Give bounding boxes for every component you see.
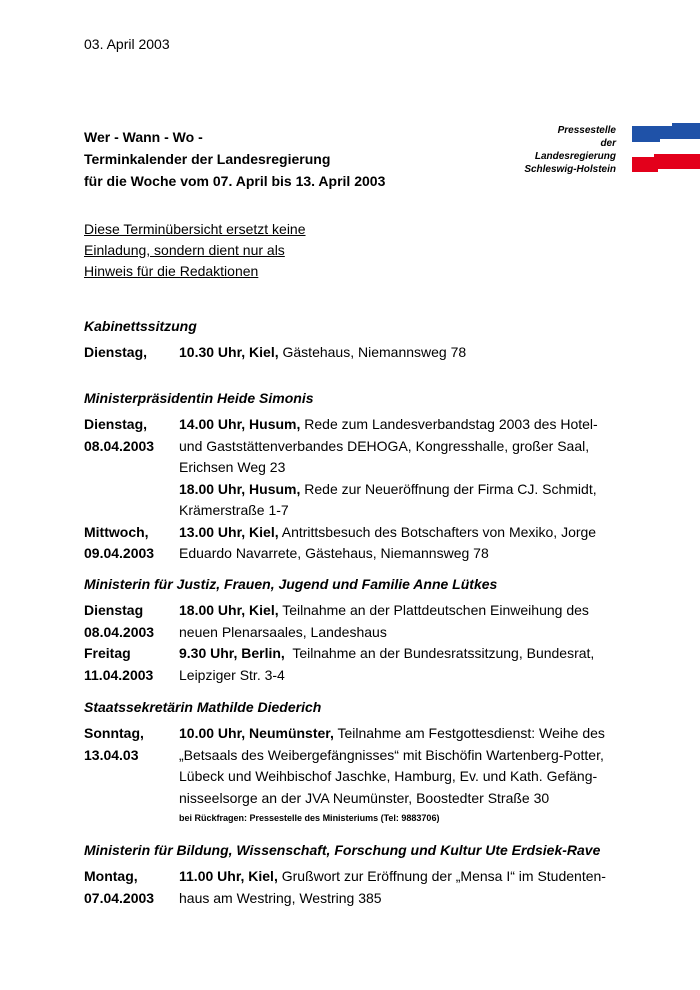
notice-text [84, 219, 306, 282]
section-heading: Staatssekretärin Mathilde Diederich [84, 699, 322, 715]
row-time-place: 10.00 Uhr, Neumünster, [179, 725, 334, 741]
row-description: Teilnahme am Festgottesdienst: Weihe des [333, 725, 605, 741]
row-description: nisseelsorge an der JVA Neumünster, Boostedter Straße 30 [179, 789, 550, 806]
schedule-row [84, 500, 624, 522]
row-text [179, 500, 624, 522]
schedule-row [84, 622, 624, 644]
schedule-row [84, 479, 624, 501]
schedule-row [84, 457, 624, 479]
notice-line: Einladung, sondern dient nur als [84, 242, 285, 258]
row-day [84, 500, 179, 522]
row-day: Mittwoch, [84, 523, 149, 540]
row-day: Sonntag, [84, 725, 144, 741]
title-line: für die Woche vom 07. April bis 13. April 2003 [84, 173, 386, 189]
row-day [84, 479, 179, 501]
schedule-section [84, 574, 624, 686]
press-office-label [476, 124, 616, 176]
row-description: Gästehaus, Niemannsweg 78 [278, 344, 467, 360]
notice-line: Hinweis für die Redaktionen [84, 263, 259, 279]
row-text [179, 622, 624, 644]
schedule-section [84, 388, 624, 565]
row-time-place: 13.00 Uhr, Kiel, [179, 523, 279, 540]
title-line: Terminkalender der Landesregierung [84, 151, 331, 167]
state-flag-logo [632, 123, 700, 173]
schedule-row [84, 543, 624, 565]
schedule-row [84, 723, 624, 745]
row-day [84, 788, 179, 810]
notice-line: Diese Terminübersicht ersetzt keine [84, 221, 306, 237]
logo-line: Landesregierung [534, 151, 616, 162]
schedule-section [84, 840, 624, 909]
document-date: 03. April 2003 [84, 36, 170, 52]
schedule-row [84, 414, 624, 436]
row-text [179, 723, 624, 745]
schedule-row [84, 342, 624, 364]
row-text [179, 543, 624, 565]
row-day: 08.04.2003 [84, 623, 155, 640]
row-description: Lübeck und Weihbischof Jaschke, Hamburg, Ev. und Kath. Gefäng- [179, 768, 598, 784]
schedule-row [84, 888, 624, 910]
row-time-place: 14.00 Uhr, Husum, [179, 416, 301, 432]
row-day: 07.04.2003 [84, 889, 155, 906]
row-description: Teilnahme an der Bundesratssitzung, Bundesrat, [284, 645, 595, 661]
row-text [179, 888, 624, 910]
schedule-section [84, 316, 624, 364]
row-time-place: 18.00 Uhr, Kiel, [179, 602, 279, 618]
row-text [179, 766, 624, 788]
row-description: Antrittsbesuch des Botschafters von Mexiko, Jorge [278, 523, 597, 540]
row-day: Dienstag [84, 602, 144, 618]
logo-line: Schleswig-Holstein [524, 164, 616, 175]
row-description: und Gaststättenverbandes DEHOGA, Kongresshalle, großer Saal, [179, 437, 590, 454]
row-day: Freitag [84, 645, 131, 661]
logo-line: Pressestelle [557, 125, 616, 136]
row-day: Dienstag, [84, 344, 148, 360]
contact-note: bei Rückfragen: Pressestelle des Ministeriums (Tel: 9883706) [179, 813, 440, 823]
row-description: „Betsaals des Weibergefängnisses“ mit Bischöfin Wartenberg-Potter, [179, 746, 604, 763]
row-description: Eduardo Navarrete, Gästehaus, Niemannsweg 78 [179, 545, 489, 561]
row-description: Grußwort zur Eröffnung der „Mensa I“ im Studenten- [277, 868, 606, 884]
schedule-row [84, 436, 624, 458]
row-text [179, 745, 624, 767]
row-day: 09.04.2003 [84, 545, 155, 561]
row-time-place: 9.30 Uhr, Berlin, [179, 645, 285, 661]
row-day: 08.04.2003 [84, 437, 155, 454]
section-heading: Kabinettssitzung [84, 318, 197, 334]
logo-line: der [600, 138, 616, 149]
row-description: Krämerstraße 1-7 [179, 502, 289, 518]
schedule-row [84, 766, 624, 788]
row-day: Montag, [84, 868, 138, 884]
row-day: 13.04.03 [84, 746, 139, 763]
schedule-row [84, 866, 624, 888]
row-text [179, 342, 624, 364]
row-description: Rede zum Landesverbandstag 2003 des Hotel- [300, 416, 598, 432]
row-text [179, 479, 624, 501]
schedule-row [84, 522, 624, 544]
row-description: neuen Plenarsaales, Landeshaus [179, 623, 387, 640]
row-day: Dienstag, [84, 416, 148, 432]
section-heading: Ministerin für Justiz, Frauen, Jugend und Familie Anne Lütkes [84, 576, 498, 592]
row-description: Rede zur Neueröffnung der Firma CJ. Schmidt, [300, 480, 597, 497]
row-text [179, 522, 624, 544]
schedule-row [84, 643, 624, 665]
row-description: Teilnahme an der Plattdeutschen Einweihung des [278, 602, 589, 618]
row-time-place: 18.00 Uhr, Husum, [179, 480, 301, 497]
row-text [179, 457, 624, 479]
row-description: haus am Westring, Westring 385 [179, 889, 382, 906]
row-text [179, 788, 624, 810]
section-heading: Ministerpräsidentin Heide Simonis [84, 390, 314, 406]
schedule-row [84, 600, 624, 622]
row-text [179, 414, 624, 436]
section-heading: Ministerin für Bildung, Wissenschaft, Forschung und Kultur Ute Erdsiek-Rave [84, 842, 601, 858]
row-text [179, 436, 624, 458]
row-day [84, 457, 179, 479]
row-text [179, 643, 624, 665]
row-text [179, 600, 624, 622]
schedule-row [84, 788, 624, 810]
row-text [179, 866, 624, 888]
document-title [84, 126, 385, 192]
row-description: Erichsen Weg 23 [179, 459, 286, 475]
row-day: 11.04.2003 [84, 666, 154, 683]
row-text [179, 665, 624, 687]
schedule-section [84, 697, 624, 827]
title-line: Wer - Wann - Wo - [84, 129, 203, 145]
schedule-row [84, 665, 624, 687]
row-day [84, 766, 179, 788]
row-time-place: 10.30 Uhr, Kiel, [179, 344, 279, 360]
schedule-row [84, 745, 624, 767]
row-description: Leipziger Str. 3-4 [179, 666, 285, 683]
row-time-place: 11.00 Uhr, Kiel, [179, 868, 278, 884]
